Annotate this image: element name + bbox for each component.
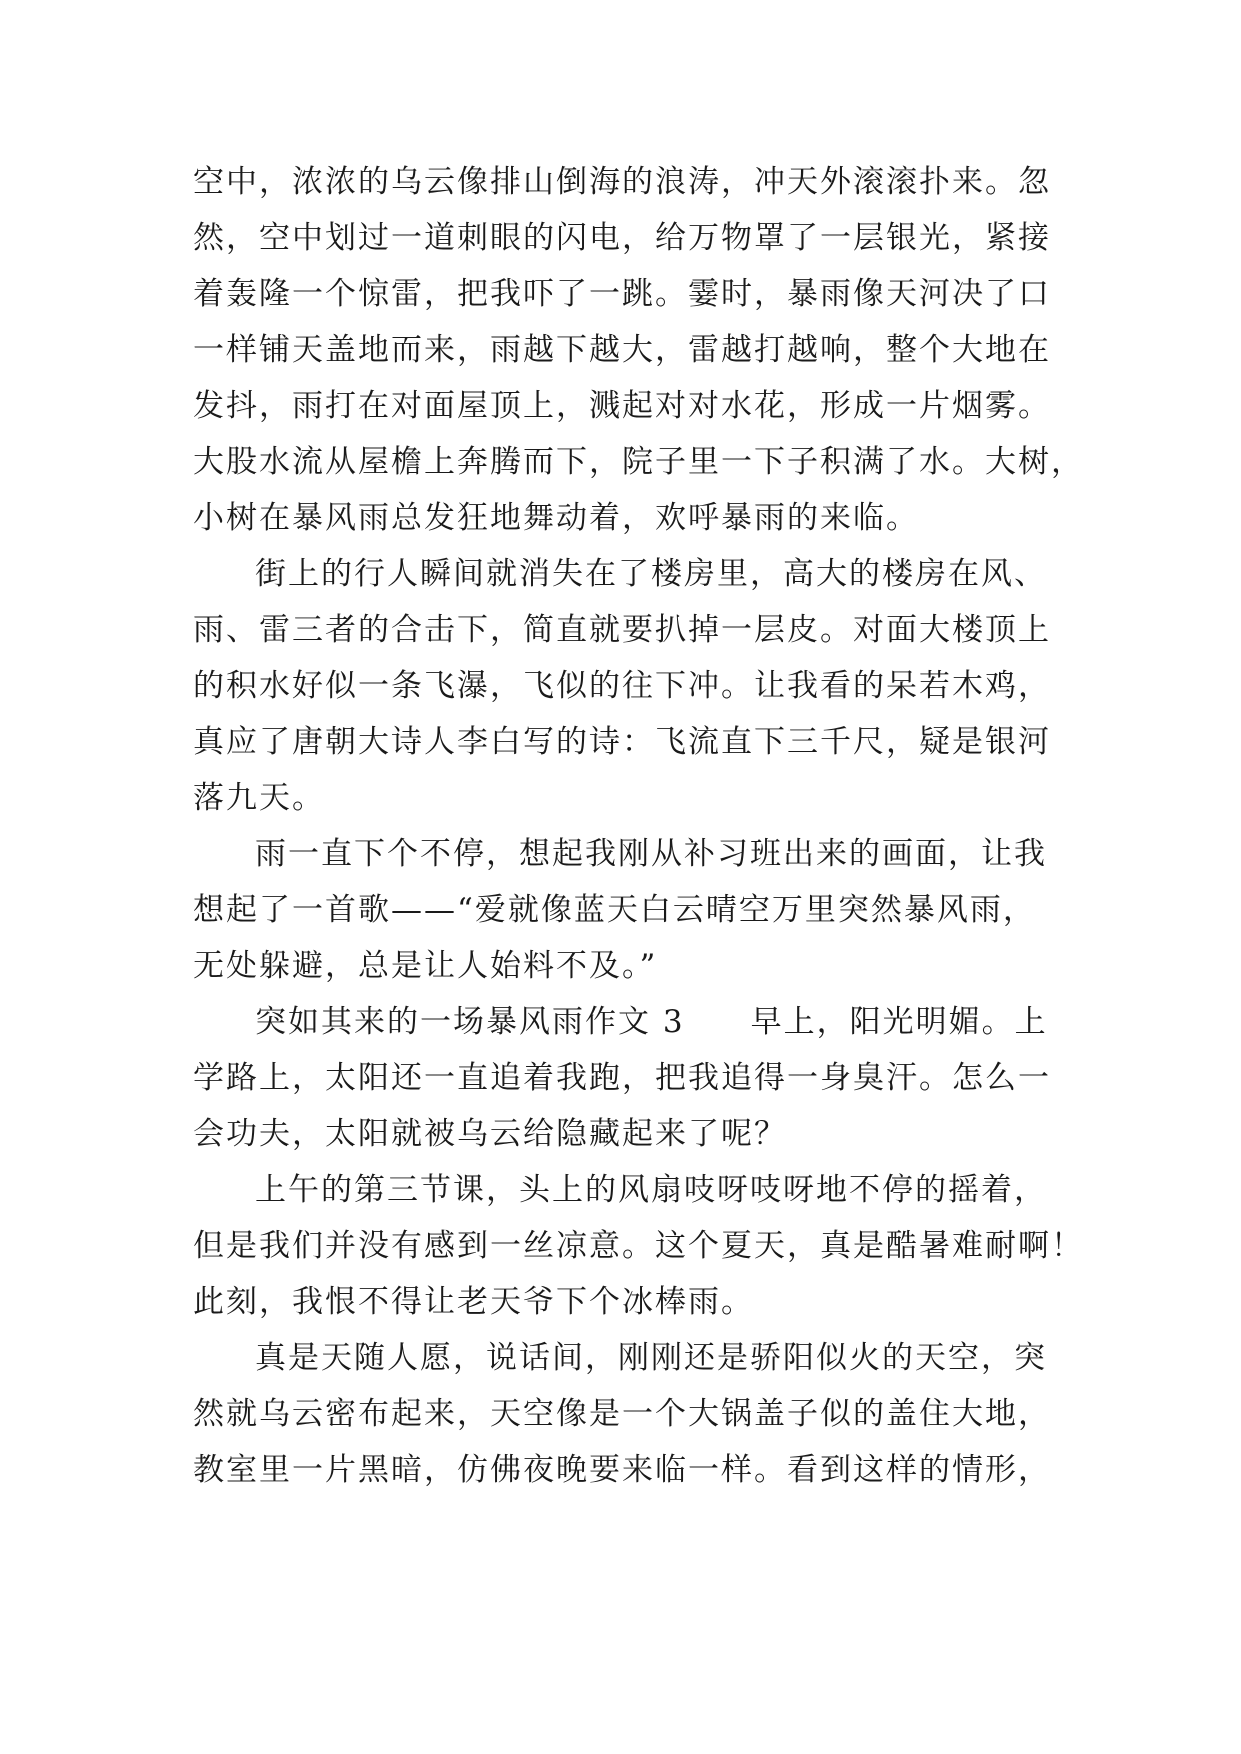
paragraph-start-line: 突如其来的一场暴风雨作文 3 早上，阳光明媚。上: [255, 1004, 1048, 1040]
text-line: 学路上，太阳还一直追着我跑，把我追得一身臭汗。怎么一: [193, 1060, 1051, 1096]
text-line: 雨、雷三者的合击下，简直就要扒掉一层皮。对面大楼顶上: [193, 612, 1051, 648]
text-line: 此刻，我恨不得让老天爷下个冰棒雨。: [193, 1284, 754, 1320]
paragraph-start-line: 上午的第三节课，头上的风扇吱呀吱呀地不停的摇着，: [255, 1172, 1047, 1208]
text-line: 教室里一片黑暗，仿佛夜晚要来临一样。看到这样的情形，: [193, 1452, 1051, 1488]
paragraph-start-line: 真是天随人愿，说话间，刚刚还是骄阳似火的天空，突: [255, 1340, 1047, 1376]
text-line: 然就乌云密布起来，天空像是一个大锅盖子似的盖住大地，: [193, 1396, 1051, 1432]
text-line: 一样铺天盖地而来，雨越下越大，雷越打越响，整个大地在: [193, 332, 1051, 368]
text-line: 落九天。: [193, 780, 325, 816]
text-line: 真应了唐朝大诗人李白写的诗：飞流直下三千尺，疑是银河: [193, 724, 1051, 760]
text-line: 着轰隆一个惊雷，把我吓了一跳。霎时，暴雨像天河决了口: [193, 276, 1051, 312]
text-line: 小树在暴风雨总发狂地舞动着，欢呼暴雨的来临。: [193, 500, 919, 536]
text-line: 想起了一首歌——“爱就像蓝天白云晴空万里突然暴风雨，: [193, 892, 1036, 928]
text-line: 然，空中划过一道刺眼的闪电，给万物罩了一层银光，紧接: [193, 220, 1051, 256]
text-line: 空中，浓浓的乌云像排山倒海的浪涛，冲天外滚滚扑来。忽: [193, 164, 1051, 200]
text-line: 的积水好似一条飞瀑，飞似的往下冲。让我看的呆若木鸡，: [193, 668, 1051, 704]
text-line: 但是我们并没有感到一丝凉意。这个夏天，真是酷暑难耐啊！: [193, 1228, 1084, 1264]
text-line: 无处躲避，总是让人始料不及。”: [193, 948, 658, 984]
paragraph-start-line: 街上的行人瞬间就消失在了楼房里，高大的楼房在风、: [255, 556, 1047, 592]
text-line: 发抖，雨打在对面屋顶上，溅起对对水花，形成一片烟雾。: [193, 388, 1051, 424]
text-line: 大股水流从屋檐上奔腾而下，院子里一下子积满了水。大树，: [193, 444, 1084, 480]
paragraph-start-line: 雨一直下个不停，想起我刚从补习班出来的画面，让我: [255, 836, 1047, 872]
text-line: 会功夫，太阳就被乌云给隐藏起来了呢？: [193, 1116, 787, 1152]
essay-text: [193, 154, 1084, 1498]
